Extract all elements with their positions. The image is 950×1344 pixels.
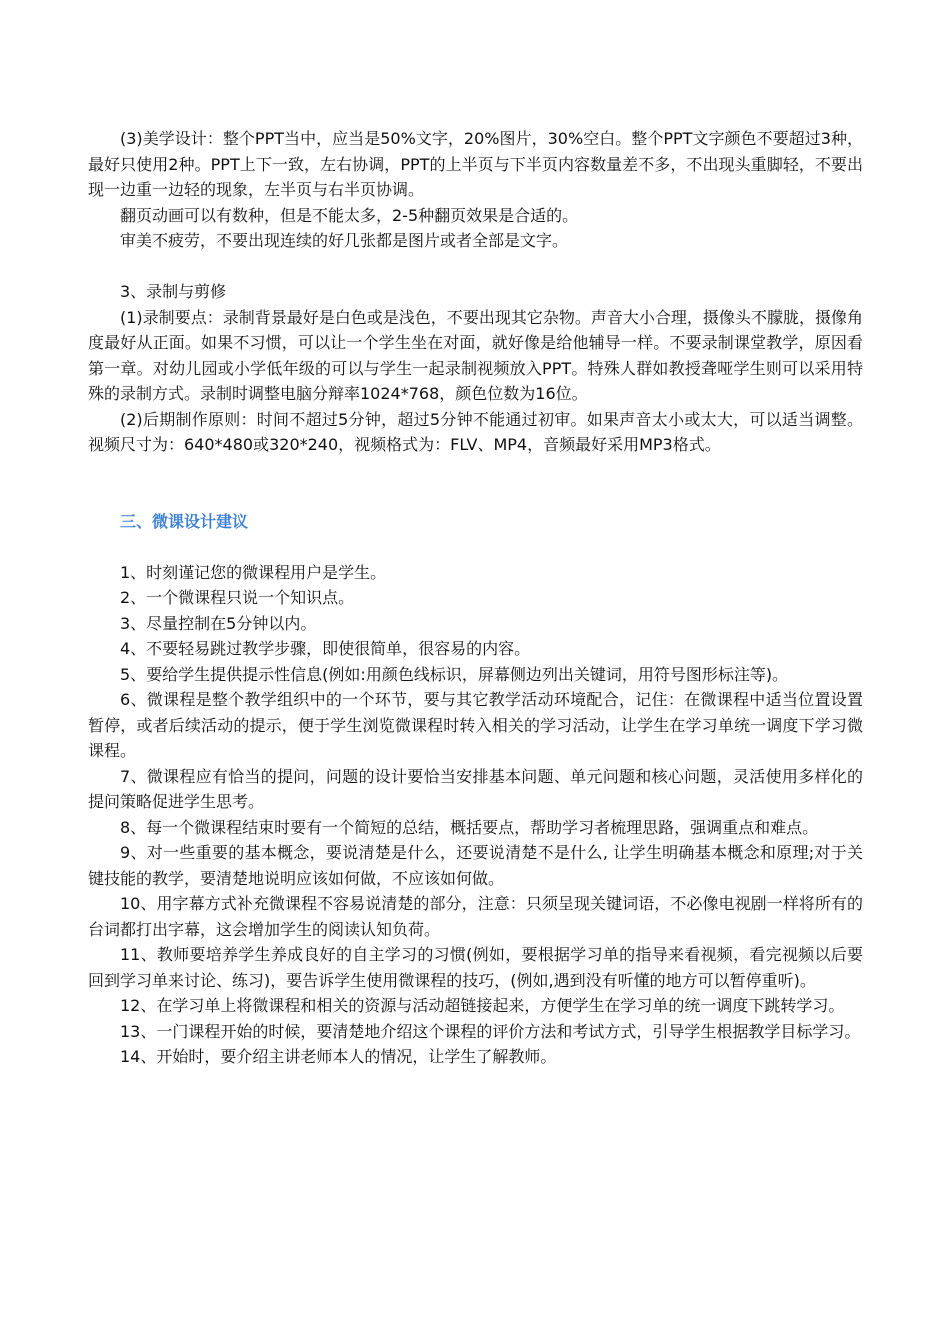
- spacer: [88, 458, 863, 484]
- list-item: 5、要给学生提供提示性信息(例如:用颜色线标识，屏幕侧边列出关键词，用符号图形标注等)。: [120, 664, 789, 684]
- list-item: 6、微课程是整个教学组织中的一个环节，要与其它教学活动环境配合，记住：在微课程中适当位置设置暂停，或者后续活动的提示，便于学生浏览微课程时转入相关的学习活动，让学生在学习单统一调度下学习微课程。: [88, 690, 863, 760]
- list-item: 12、在学习单上将微课程和相关的资源与活动超链接起来，方便学生在学习单的统一调度下跳转学习。: [120, 996, 845, 1015]
- list-item: 1、时刻谨记您的微课程用户是学生。: [120, 562, 387, 582]
- spacer: [88, 483, 863, 509]
- list-item: 9、对一些重要的基本概念，要说清楚是什么，还要说清楚不是什么, 让学生明确基本概念和原理;对于关键技能的教学，要清楚地说明应该如何做，不应该如何做。: [88, 843, 863, 888]
- recording-subtitle: 3、录制与剪修: [120, 282, 227, 301]
- list-item: 14、开始时，要介绍主讲老师本人的情况，让学生了解教师。: [120, 1047, 557, 1066]
- list-item: 13、一门课程开始的时候，要清楚地介绍这个课程的评价方法和考试方式，引导学生根据教学目标学习。: [120, 1021, 861, 1041]
- visual-fatigue-paragraph: 审美不疲劳，不要出现连续的好几张都是图片或者全部是文字。: [120, 231, 569, 250]
- list-item: 10、用字幕方式补充微课程不容易说清楚的部分，注意：只须呈现关键词语，不必像电视剧一样将所有的台词都打出字幕，这会增加学生的阅读认知负荷。: [88, 894, 863, 939]
- list-item: 2、一个微课程只说一个知识点。: [120, 588, 355, 607]
- section-heading: 三、微课设计建议: [120, 511, 249, 531]
- list-item: 3、尽量控制在5分钟以内。: [120, 613, 317, 633]
- list-item: 11、教师要培养学生养成良好的自主学习的习惯(例如，要根据学习单的指导来看视频，看完视频以后要回到学习单来讨论、练习)，要告诉学生使用微课程的技巧，(例如,遇到没有听懂的地方可以暂停重听)。: [88, 945, 863, 990]
- document-page: [88, 126, 863, 1070]
- spacer: [88, 534, 863, 560]
- spacer: [88, 254, 863, 280]
- aesthetics-paragraph: (3)美学设计：整个PPT当中，应当是50%文字，20%图片，30%空白。整个PPT文字颜色不要超过3种，最好只使用2种。PPT上下一致，左右协调，PPT的上半页与下半页内容数量差不多，不出现头重脚轻，不要出现一边重一边轻的现象，左半页与右半页协调。: [88, 129, 863, 199]
- list-item: 4、不要轻易跳过教学步骤，即使很简单，很容易的内容。: [120, 639, 531, 658]
- page-turn-paragraph: 翻页动画可以有数种，但是不能太多，2-5种翻页效果是合适的。: [120, 205, 579, 225]
- list-item: 7、微课程应有恰当的提问，问题的设计要恰当安排基本问题、单元问题和核心问题，灵活使用多样化的提问策略促进学生思考。: [88, 766, 863, 811]
- post-production-paragraph: (2)后期制作原则：时间不超过5分钟，超过5分钟不能通过初审。如果声音太小或太大，可以适当调整。视频尺寸为：640*480或320*240，视频格式为：FLV、MP4，音频最好采用MP3格式。: [88, 409, 863, 454]
- list-item: 8、每一个微课程结束时要有一个简短的总结，概括要点，帮助学习者梳理思路，强调重点和难点。: [120, 817, 819, 837]
- recording-points-paragraph: (1)录制要点：录制背景最好是白色或是浅色，不要出现其它杂物。声音大小合理，摄像头不朦胧，摄像角度最好从正面。如果不习惯，可以让一个学生坐在对面，就好像是给他辅导一样。不要录制课堂教学，原因看第一章。对幼儿园或小学低年级的可以与学生一起录制视频放入PPT。特殊人群如教授聋哑学生则可以采用特殊的录制方式。录制时调整电脑分辩率1024*768，颜色位数为16位。: [88, 307, 863, 403]
